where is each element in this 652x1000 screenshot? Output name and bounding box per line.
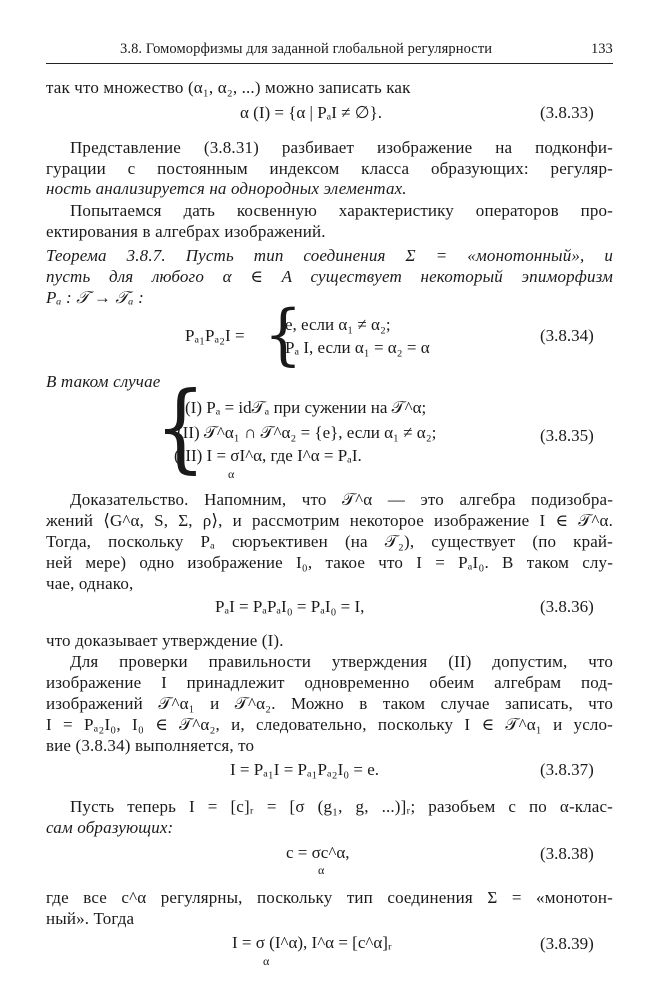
equation-number: (3.8.38)	[540, 844, 594, 863]
left-brace: {	[155, 371, 206, 484]
theorem-line: Pₐ : 𝒯 → 𝒯ₐ :	[46, 288, 144, 307]
equation-lhs: Pₐ₁Pₐ₂I =	[185, 326, 245, 345]
equation-3-8-36: PₐI = PₐPₐI₀ = PₐI₀ = I,	[215, 597, 365, 616]
text-line: Представление (3.8.31) разбивает изображение на подконфи-	[70, 138, 613, 157]
theorem-line: Теорема 3.8.7. Пусть тип соединения Σ = «монотонный», и	[46, 246, 613, 265]
text-line: ней мере) одно изображение I₀, такое что I = PₐI₀. В таком слу-	[46, 553, 613, 572]
equation-case: (III) I = σI^α, где I^α = PₐI.	[174, 446, 362, 465]
text-line: чае, однако,	[46, 574, 134, 593]
equation-case: Pₐ I, если α₁ = α₂ = α	[285, 338, 430, 357]
equation-case: e, если α₁ ≠ α₂;	[285, 315, 391, 334]
text-line: изображений 𝒯^α₁ и 𝒯^α₂. Можно в таком случае записать, что	[46, 694, 613, 713]
header-rule	[46, 63, 613, 64]
text-line: вие (3.8.34) выполняется, то	[46, 736, 255, 755]
text-line: Тогда, поскольку Pₐ сюръективен (на 𝒯₂), существует (по край-	[46, 532, 613, 551]
text-line: изображение I принадлежит одновременно обеим алгебрам под-	[46, 673, 613, 692]
text-line: так что множество (α₁, α₂, ...) можно записать как	[46, 78, 411, 97]
text-line: I = Pₐ₂I₀, I₀ ∈ 𝒯^α₂, и, следовательно, поскольку I ∈ 𝒯^α₁ и усло-	[46, 715, 613, 734]
sum-index: α	[228, 467, 235, 481]
text-line: сам образующих:	[46, 818, 174, 837]
equation-3-8-38: c = σc^α,	[286, 843, 350, 862]
text-line: гурации с постоянным индексом класса образующих: регуляр-	[46, 159, 613, 178]
equation-number: (3.8.33)	[540, 103, 594, 122]
text-line: где все c^α регулярны, поскольку тип соединения Σ = «монотон-	[46, 888, 613, 907]
equation-number: (3.8.36)	[540, 597, 594, 616]
equation-case: (II) 𝒯^α₁ ∩ 𝒯^α₂ = {e}, если α₁ ≠ α₂;	[177, 423, 437, 442]
text-line: Доказательство. Напомним, что 𝒯^α — это алгебра подизобра-	[70, 490, 613, 509]
text-line: Пусть теперь I = [c]ᵣ = [σ (g₁, g, ...)]ᵣ; разобьем c по α-клас-	[70, 797, 613, 816]
equation-3-8-39: I = σ (I^α), I^α = [c^α]ᵣ	[232, 933, 392, 952]
equation-3-8-33: α (I) = {α | PₐI ≠ ∅}.	[240, 103, 383, 122]
text-line: Попытаемся дать косвенную характеристику операторов про-	[70, 201, 613, 220]
equation-number: (3.8.39)	[540, 934, 594, 953]
equation-number: (3.8.35)	[540, 426, 594, 445]
page-number: 133	[591, 41, 613, 57]
text-line: что доказывает утверждение (I).	[46, 631, 284, 650]
equation-number: (3.8.37)	[540, 760, 594, 779]
text-line: ный». Тогда	[46, 909, 135, 928]
equation-number: (3.8.34)	[540, 326, 594, 345]
theorem-line: пусть для любого α ∈ A существует некоторый эпиморфизм	[46, 267, 613, 286]
equation-case: (I) Pₐ = id𝒯ₐ при сужении на 𝒯^α;	[185, 398, 427, 417]
text-line: ность анализируется на однородных элементах.	[46, 179, 407, 198]
text-line: ектирования в алгебрах изображений.	[46, 222, 326, 241]
sum-index: α	[263, 954, 270, 968]
equation-3-8-37: I = Pₐ₁I = Pₐ₁Pₐ₂I₀ = e.	[230, 760, 380, 779]
text-line: Для проверки правильности утверждения (II) допустим, что	[70, 652, 613, 671]
sum-index: α	[318, 863, 325, 877]
left-brace: {	[264, 296, 303, 374]
text-line: жений ⟨G^α, S, Σ, ρ⟩, и рассмотрим некоторое изображение I ∈ 𝒯^α.	[46, 511, 613, 530]
running-header-title: 3.8. Гомоморфизмы для заданной глобальной регулярности	[120, 41, 493, 57]
text-line: В таком случае	[46, 372, 161, 391]
